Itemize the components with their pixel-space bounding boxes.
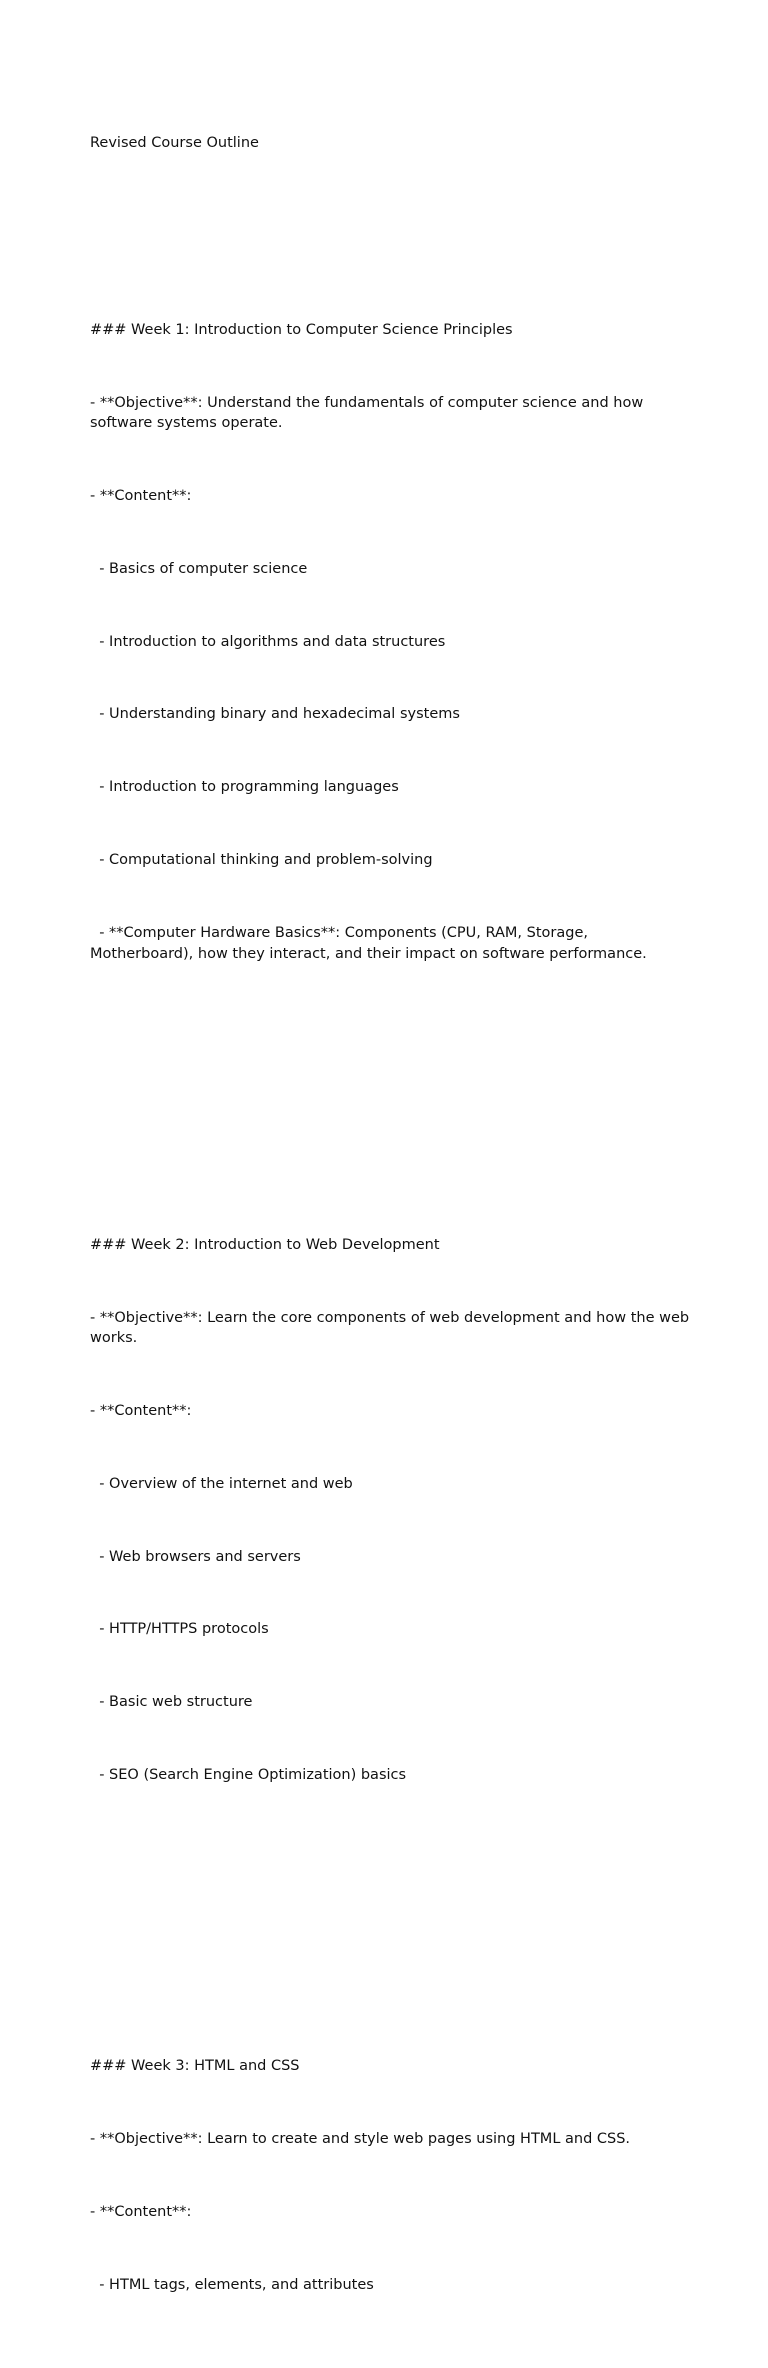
section-spacer [90, 1079, 690, 1110]
content-item: - Basics of computer science [90, 560, 308, 577]
week-content-label: - **Content**: [90, 2203, 192, 2220]
week-section [90, 2015, 690, 2348]
week-section [90, 1193, 694, 1838]
content-item: - Basic web structure [90, 1694, 253, 1711]
week-section [90, 278, 690, 1016]
document-title: Revised Course Outline [90, 134, 259, 151]
content-item: - Computational thinking and problem-solving [90, 852, 433, 869]
content-item: - HTML tags, elements, and attributes [90, 2276, 374, 2293]
content-item: - Understanding binary and hexadecimal systems [90, 706, 460, 723]
week-objective: - **Objective**: Understand the fundamentals of computer science and how software systems operate. [90, 394, 648, 432]
content-item: - Introduction to algorithms and data structures [90, 633, 446, 650]
content-item: - Introduction to programming languages [90, 779, 399, 796]
week-heading: ### Week 3: HTML and CSS [90, 2058, 300, 2075]
content-item: - SEO (Search Engine Optimization) basics [90, 1767, 407, 1784]
content-item: - Overview of the internet and web [90, 1475, 353, 1492]
week-objective: - **Objective**: Learn the core components of web development and how the web works. [90, 1309, 694, 1347]
section-spacer [90, 1900, 690, 1931]
content-item: - **Computer Hardware Basics**: Components (CPU, RAM, Storage, Motherboard), how they interact, and their impact on software performance. [90, 924, 647, 962]
week-content-label: - **Content**: [90, 488, 192, 505]
week-objective: - **Objective**: Learn to create and style web pages using HTML and CSS. [90, 2130, 631, 2147]
document-page [90, 91, 694, 2368]
week-heading: ### Week 2: Introduction to Web Development [90, 1236, 440, 1253]
content-item: - HTTP/HTTPS protocols [90, 1621, 269, 1638]
content-item: - Web browsers and servers [90, 1548, 301, 1565]
week-content-label: - **Content**: [90, 1403, 192, 1420]
week-heading: ### Week 1: Introduction to Computer Science Principles [90, 321, 513, 338]
